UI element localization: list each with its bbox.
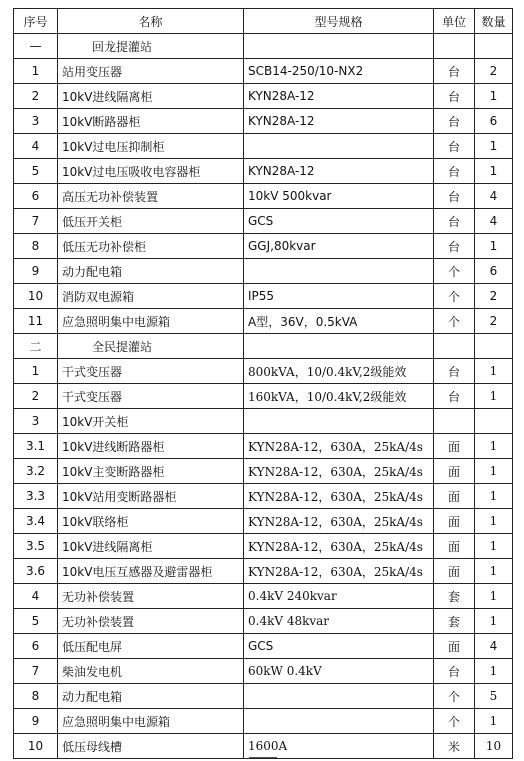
cell-no: 3.3: [14, 484, 58, 509]
cell-unit: 台: [434, 384, 475, 409]
section-row: [14, 334, 513, 359]
cell-qty: 1: [475, 459, 513, 484]
cell-no: 6: [14, 184, 58, 209]
table-row: [14, 634, 513, 659]
cell-no: 3.1: [14, 434, 58, 459]
cell-qty: 1: [475, 384, 513, 409]
cell-spec: GCS: [244, 209, 434, 234]
cell-spec: [244, 334, 434, 359]
cell-qty: 1: [475, 234, 513, 259]
cell-qty: 4: [475, 634, 513, 659]
cell-no: 7: [14, 659, 58, 684]
cell-spec: KYN28A-12，630A，25kA/4s: [244, 459, 434, 484]
cell-unit: 个: [434, 684, 475, 709]
cell-unit: 个: [434, 284, 475, 309]
cell-name: 动力配电箱: [58, 684, 244, 709]
cell-name: 高压无功补偿装置: [58, 184, 244, 209]
table-row: [14, 59, 513, 84]
cell-spec: [244, 409, 434, 434]
cell-qty: 1: [475, 709, 513, 734]
cell-name: 无功补偿装置: [58, 609, 244, 634]
cell-unit: 面: [434, 434, 475, 459]
cell-spec: 0.4kV 240kvar: [244, 584, 434, 609]
cell-unit: 面: [434, 534, 475, 559]
cell-spec: KYN28A-12，630A，25kA/4s: [244, 559, 434, 584]
cell-name: 应急照明集中电源箱: [58, 309, 244, 334]
table-row: [14, 359, 513, 384]
table-row: [14, 559, 513, 584]
table-row: [14, 584, 513, 609]
table-row: [14, 659, 513, 684]
cell-unit: 台: [434, 59, 475, 84]
header-qty: 数量: [475, 9, 513, 34]
cell-unit: 台: [434, 234, 475, 259]
cell-qty: 1: [475, 359, 513, 384]
cell-qty: 2: [475, 309, 513, 334]
cell-spec: A型，36V，0.5kVA: [244, 309, 434, 334]
cell-unit: 台: [434, 184, 475, 209]
cell-unit: [434, 409, 475, 434]
cell-qty: [475, 34, 513, 59]
table-row: [14, 509, 513, 534]
header-unit: 单位: [434, 9, 475, 34]
cell-name: 干式变压器: [58, 384, 244, 409]
table-row: [14, 84, 513, 109]
cell-qty: 10: [475, 734, 513, 759]
cell-name: 低压配电屏: [58, 634, 244, 659]
header-spec: 型号规格: [244, 9, 434, 34]
cell-unit: 面: [434, 634, 475, 659]
cell-unit: 米: [434, 734, 475, 759]
cell-qty: 2: [475, 284, 513, 309]
cell-name: 10kV断路器柜: [58, 109, 244, 134]
cell-unit: 面: [434, 559, 475, 584]
cell-spec: 60kW 0.4kV: [244, 659, 434, 684]
cell-no: 1: [14, 59, 58, 84]
cell-no: 10: [14, 734, 58, 759]
table-row: [14, 734, 513, 759]
cell-spec: 0.4kV 48kvar: [244, 609, 434, 634]
table-row: [14, 434, 513, 459]
table-row: [14, 159, 513, 184]
table-row: [14, 684, 513, 709]
cell-unit: 台: [434, 359, 475, 384]
cell-name: 10kV开关柜: [58, 409, 244, 434]
cell-spec: KYN28A-12: [244, 84, 434, 109]
cell-unit: 台: [434, 159, 475, 184]
table-row: [14, 384, 513, 409]
cell-spec: [244, 684, 434, 709]
cell-no: 8: [14, 684, 58, 709]
cell-qty: 4: [475, 184, 513, 209]
cell-name: 10kV站用变断路器柜: [58, 484, 244, 509]
cell-spec: KYN28A-12: [244, 109, 434, 134]
cell-qty: 1: [475, 159, 513, 184]
cell-qty: 1: [475, 609, 513, 634]
table-row: [14, 109, 513, 134]
cell-spec: [244, 134, 434, 159]
table-row: [14, 259, 513, 284]
cell-no: 2: [14, 84, 58, 109]
cell-unit: 面: [434, 509, 475, 534]
cell-name: 10kV过电压吸收电容器柜: [58, 159, 244, 184]
cell-name: 回龙提灌站: [58, 34, 244, 59]
cell-name: 10kV电压互感器及避雷器柜: [58, 559, 244, 584]
cell-qty: 1: [475, 434, 513, 459]
cell-no: 11: [14, 309, 58, 334]
cell-spec: KYN28A-12: [244, 159, 434, 184]
cell-no: 5: [14, 609, 58, 634]
cell-qty: 1: [475, 659, 513, 684]
cell-unit: 台: [434, 209, 475, 234]
table-row: [14, 284, 513, 309]
cell-unit: 个: [434, 309, 475, 334]
cell-name: 低压无功补偿柜: [58, 234, 244, 259]
cell-no: 4: [14, 584, 58, 609]
cell-spec: [244, 709, 434, 734]
cell-name: 动力配电箱: [58, 259, 244, 284]
cell-no: 4: [14, 134, 58, 159]
cell-qty: 1: [475, 134, 513, 159]
cell-spec: 800kVA，10/0.4kV,2级能效: [244, 359, 434, 384]
cell-unit: 面: [434, 484, 475, 509]
cell-name: 全民提灌站: [58, 334, 244, 359]
cell-qty: 2: [475, 59, 513, 84]
cell-no: 3: [14, 109, 58, 134]
table-row: [14, 409, 513, 434]
cell-spec: 1600A: [244, 734, 434, 759]
cell-unit: 台: [434, 659, 475, 684]
cell-name: 消防双电源箱: [58, 284, 244, 309]
cell-no: 3.6: [14, 559, 58, 584]
cell-qty: [475, 409, 513, 434]
cell-no: 二: [14, 334, 58, 359]
table-row: [14, 209, 513, 234]
table-row: [14, 309, 513, 334]
table-row: [14, 484, 513, 509]
table-row: [14, 134, 513, 159]
cell-name: 柴油发电机: [58, 659, 244, 684]
cell-qty: 1: [475, 559, 513, 584]
cell-name: 干式变压器: [58, 359, 244, 384]
cell-no: 9: [14, 709, 58, 734]
cell-spec: 10kV 500kvar: [244, 184, 434, 209]
table-body: [14, 34, 513, 759]
cell-unit: 套: [434, 584, 475, 609]
cell-unit: [434, 334, 475, 359]
cell-no: 10: [14, 284, 58, 309]
table-row: [14, 709, 513, 734]
cell-qty: 4: [475, 209, 513, 234]
equipment-table: [13, 8, 513, 759]
cell-no: 7: [14, 209, 58, 234]
header-name: 名称: [58, 9, 244, 34]
cell-qty: 5: [475, 684, 513, 709]
cell-qty: 1: [475, 84, 513, 109]
header-no: 序号: [14, 9, 58, 34]
cell-no: 3: [14, 409, 58, 434]
cell-qty: [475, 334, 513, 359]
cell-spec: IP55: [244, 284, 434, 309]
cell-unit: 个: [434, 259, 475, 284]
cell-spec: KYN28A-12，630A，25kA/4s: [244, 434, 434, 459]
cell-unit: 台: [434, 84, 475, 109]
cell-spec: [244, 34, 434, 59]
table-row: [14, 459, 513, 484]
cell-spec: KYN28A-12，630A，25kA/4s: [244, 509, 434, 534]
cell-spec: KYN28A-12，630A，25kA/4s: [244, 484, 434, 509]
cell-name: 应急照明集中电源箱: [58, 709, 244, 734]
cell-spec: [244, 259, 434, 284]
cell-spec: SCB14-250/10-NX2: [244, 59, 434, 84]
cell-unit: 台: [434, 134, 475, 159]
cell-name: 10kV过电压抑制柜: [58, 134, 244, 159]
table-row: [14, 234, 513, 259]
cell-no: 3.5: [14, 534, 58, 559]
cell-unit: [434, 34, 475, 59]
cell-spec: GGJ,80kvar: [244, 234, 434, 259]
cell-unit: 台: [434, 109, 475, 134]
cell-spec: GCS: [244, 634, 434, 659]
cell-name: 10kV进线隔离柜: [58, 84, 244, 109]
cell-name: 10kV联络柜: [58, 509, 244, 534]
footer-rule: [249, 757, 277, 758]
cell-no: 1: [14, 359, 58, 384]
cell-no: 8: [14, 234, 58, 259]
cell-qty: 1: [475, 509, 513, 534]
table-row: [14, 609, 513, 634]
cell-no: 5: [14, 159, 58, 184]
section-row: [14, 34, 513, 59]
cell-qty: 1: [475, 534, 513, 559]
cell-no: 2: [14, 384, 58, 409]
cell-no: 6: [14, 634, 58, 659]
cell-no: —: [14, 34, 58, 59]
cell-unit: 面: [434, 459, 475, 484]
cell-name: 10kV主变断路器柜: [58, 459, 244, 484]
cell-name: 无功补偿装置: [58, 584, 244, 609]
cell-no: 3.4: [14, 509, 58, 534]
cell-unit: 套: [434, 609, 475, 634]
cell-name: 10kV进线隔离柜: [58, 534, 244, 559]
cell-spec: 160kVA，10/0.4kV,2级能效: [244, 384, 434, 409]
table-header-row: [14, 9, 513, 34]
cell-qty: 1: [475, 484, 513, 509]
table-row: [14, 534, 513, 559]
cell-unit: 个: [434, 709, 475, 734]
table-row: [14, 184, 513, 209]
cell-name: 低压母线槽: [58, 734, 244, 759]
cell-qty: 6: [475, 259, 513, 284]
cell-name: 10kV进线断路器柜: [58, 434, 244, 459]
cell-name: 站用变压器: [58, 59, 244, 84]
cell-no: 3.2: [14, 459, 58, 484]
cell-qty: 1: [475, 584, 513, 609]
cell-name: 低压开关柜: [58, 209, 244, 234]
cell-no: 9: [14, 259, 58, 284]
cell-qty: 6: [475, 109, 513, 134]
cell-spec: KYN28A-12，630A，25kA/4s: [244, 534, 434, 559]
